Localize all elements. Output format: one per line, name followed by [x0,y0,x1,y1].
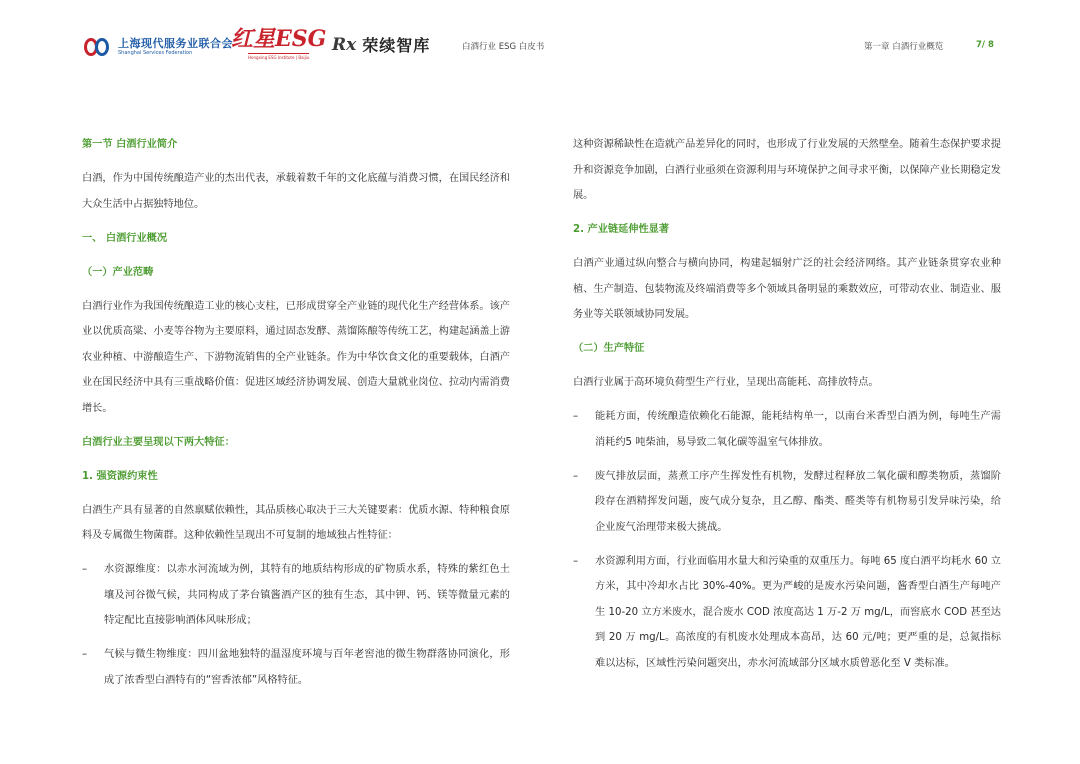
dash-bullet: – [573,470,579,482]
document-title: 白酒行业 ESG 白皮书 [462,42,545,52]
list-item [573,404,1001,455]
features-heading: 白酒行业主要呈现以下两大特征： [82,436,235,448]
rongxu-logo-name: 荣续智库 [362,36,431,55]
scope-paragraph: 白酒行业作为我国传统酿造工业的核心支柱，已形成贯穿全产业链的现代化生产经营体系。该产业以优质高粱、小麦等谷物为主要原料，通过固态发酵、蒸馏陈酿等传统工艺，构建起涵盖上游农业种植、中游酿造生产、下游物流销售的全产业链条。作为中华饮食文化的重要载体，白酒产业在国民经济中具有三重战略价值：促进区域经济协调发展、创造大量就业岗位、拉动内需消费增长。 [82,300,510,414]
dash-bullet: – [82,564,88,575]
list-item-text: 水资源维度：以赤水河流域为例，其特有的地质结构形成的矿物质水系，特殊的紫红色土壤及河谷微气候，共同构成了茅台镇酱酒产区的独有生态，其中钾、钙、镁等微量元素的特定配比直接影响酒体风味形成； [104,564,510,626]
dash-bullet: – [573,555,579,567]
ssf-logo-name: 上海现代服务业联合会 [118,37,233,50]
chain-heading: 2. 产业链延伸性显著 [573,224,670,235]
list-item [82,557,510,634]
list-item [573,549,1001,677]
page-header [0,0,1080,90]
section-heading: 第一节 白酒行业简介 [82,139,178,150]
chain-paragraph: 白酒产业通过纵向整合与横向协同，构建起辐射广泛的社会经济网络。其产业链条贯穿农业种植、生产制造、包装物流及终端消费等多个领域具备明显的乘数效应，可带动农业、制造业、服务业等关联领域协同发展。 [573,258,1001,320]
hongxing-logo-subtitle: Hongxing ESG Institute | Baijiu [248,55,310,60]
production-heading: （二）生产特征 [573,343,645,354]
ssf-logo [84,34,233,60]
ssf-logo-mark-icon [84,36,112,58]
production-paragraph: 白酒行业属于高环境负荷型生产行业，呈现出高能耗、高排放特点。 [573,377,879,388]
list-item-text: 水资源利用方面，行业面临用水量大和污染重的双重压力。每吨 65 度白酒平均耗水 60 立方米，其中冷却水占比 30%-40%。更为严峻的是废水污染问题，酱香型白酒生产每吨产生 10-20 立方米废水，混合废水 COD 浓度高达 1 万-2 万 mg/L，而窖底水 COD 甚至达到 20 万 mg/L。高浓度的有机废水处理成本高昂，达 60 元/吨；更严重的是，总氮指标难以达标，区域性污染问题突出，赤水河流域部分区域水质曾恶化至 V 类标准。 [595,555,1001,669]
continued-paragraph: 这种资源稀缺性在造就产品差异化的同时，也形成了行业发展的天然壁垒。随着生态保护要求提升和资源竞争加剧，白酒行业亟须在资源利用与环境保护之间寻求平衡，以保障产业长期稳定发展。 [573,139,1001,201]
list-item-text: 废气排放层面，蒸煮工序产生挥发性有机物，发酵过程释放二氧化碳和醇类物质，蒸馏阶段存在酒精挥发问题，废气成分复杂，且乙醇、酯类、醛类等有机物易引发异味污染，给企业废气治理带来极大挑战。 [595,470,1001,533]
ssf-logo-english: Shanghai Services Federation [118,50,193,56]
scope-heading: （一）产业范畴 [82,266,154,278]
resource-heading: 1. 强资源约束性 [82,470,158,482]
left-column [82,132,510,702]
dash-bullet: – [82,649,88,660]
resource-paragraph: 白酒生产具有显著的自然禀赋依赖性，其品质核心取决于三大关键要素：优质水源、特种粮食原料及专属微生物菌群。这种依赖性呈现出不可复制的地域独占性特征： [82,504,510,541]
list-item [573,464,1001,541]
list-item-text: 气候与微生物维度：四川盆地独特的温湿度环境与百年老窖池的微生物群落协同演化，形成了浓香型白酒特有的“窖香浓郁”风格特征。 [104,649,510,686]
list-item-text: 能耗方面，传统酿造依赖化石能源，能耗结构单一，以南台米香型白酒为例，每吨生产需消耗约5 吨柴油，易导致二氧化碳等温室气体排放。 [595,411,1001,448]
hongxing-logo-text: 红星ESG [231,26,327,52]
chapter-title: 第一章 白酒行业概览 [864,42,944,52]
rongxu-logo-mark-icon: Rx [332,34,357,55]
hongxing-esg-logo [231,28,326,60]
rongxu-logo [332,33,430,56]
dash-bullet: – [573,411,579,422]
overview-heading: 一、 白酒行业概况 [82,232,168,244]
list-item [82,642,510,693]
right-column [573,132,1001,685]
page-number: 7/ 8 [976,40,994,50]
intro-paragraph: 白酒，作为中国传统酿造产业的杰出代表，承载着数千年的文化底蕴与消费习惯，在国民经济和大众生活中占据独特地位。 [82,173,510,210]
